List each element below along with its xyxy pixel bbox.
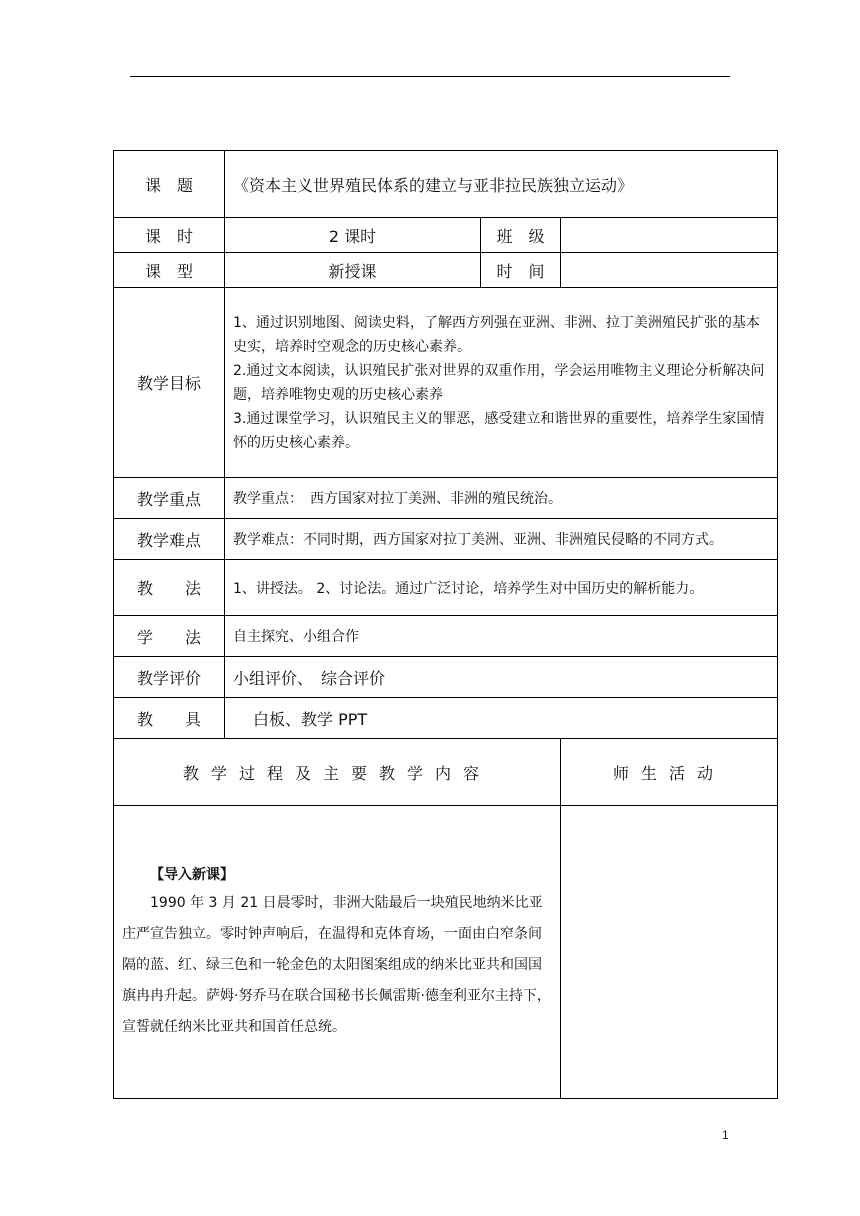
evaluation-value: 小组评价、 综合评价 xyxy=(225,657,778,698)
evaluation-label: 教学评价 xyxy=(114,657,225,698)
objective-item: 1、通过识别地图、阅读史料，了解西方列强在亚洲、非洲、拉丁美洲殖民扩张的基本史实，培养时空观念的历史核心素养。 xyxy=(233,314,760,355)
learning-method-row xyxy=(114,616,778,657)
time-label: 时 间 xyxy=(481,253,561,288)
page-number: 1 xyxy=(722,1128,729,1142)
hours-value: 2 课时 xyxy=(225,218,481,253)
objectives-content xyxy=(225,288,778,478)
teaching-method-label: 教 法 xyxy=(114,560,225,616)
process-content xyxy=(114,806,561,1099)
key-point-label: 教学重点 xyxy=(114,478,225,519)
key-point-row xyxy=(114,478,778,519)
process-header-row xyxy=(114,739,778,806)
process-body-row xyxy=(114,806,778,1099)
lesson-plan-table xyxy=(113,150,778,1099)
difficulty-row xyxy=(114,519,778,560)
hours-row xyxy=(114,218,778,253)
teaching-tools-label: 教 具 xyxy=(114,698,225,739)
class-label: 班 级 xyxy=(481,218,561,253)
header-rule xyxy=(130,76,730,77)
teaching-method-row xyxy=(114,560,778,616)
evaluation-row xyxy=(114,657,778,698)
activity-header: 师生活动 xyxy=(561,739,778,806)
objectives-row xyxy=(114,288,778,478)
difficulty-label: 教学难点 xyxy=(114,519,225,560)
teaching-method-value: 1、讲授法。 2、讨论法。通过广泛讨论，培养学生对中国历史的解析能力。 xyxy=(225,560,778,616)
objective-item: 3.通过课堂学习，认识殖民主义的罪恶，感受建立和谐世界的重要性，培养学生家国情怀的历史核心素养。 xyxy=(233,410,765,451)
type-row xyxy=(114,253,778,288)
objectives-label: 教学目标 xyxy=(114,288,225,478)
teaching-tools-value: 白板、教学 PPT xyxy=(225,698,778,739)
difficulty-value: 教学难点：不同时期，西方国家对拉丁美洲、亚洲、非洲殖民侵略的不同方式。 xyxy=(225,519,778,560)
learning-method-value: 自主探究、小组合作 xyxy=(225,616,778,657)
type-value: 新授课 xyxy=(225,253,481,288)
process-content-header: 教学过程及主要教学内容 xyxy=(114,739,561,806)
topic-row xyxy=(114,151,778,218)
time-value xyxy=(561,253,778,288)
activity-content xyxy=(561,806,778,1099)
class-value xyxy=(561,218,778,253)
type-label: 课 型 xyxy=(114,253,225,288)
objective-item: 2.通过文本阅读，认识殖民扩张对世界的双重作用，学会运用唯物主义理论分析解决问题，培养唯物史观的历史核心素养 xyxy=(233,362,765,403)
key-point-value: 教学重点： 西方国家对拉丁美洲、非洲的殖民统治。 xyxy=(225,478,778,519)
intro-paragraph: 1990 年 3 月 21 日晨零时，非洲大陆最后一块殖民地纳米比亚庄严宣告独立。零时钟声响后，在温得和克体育场，一面由白窄条间隔的蓝、红、绿三色和一轮金色的太阳图案组成的纳米比亚共和国国旗冉冉升起。萨姆·努乔马在联合国秘书长佩雷斯·德奎利亚尔主持下，宣誓就任纳米比亚共和国首任总统。 xyxy=(122,894,551,1035)
topic-label: 课 题 xyxy=(114,151,225,218)
learning-method-label: 学 法 xyxy=(114,616,225,657)
section-title: 【导入新课】 xyxy=(150,866,234,883)
hours-label: 课 时 xyxy=(114,218,225,253)
topic-value: 《资本主义世界殖民体系的建立与亚非拉民族独立运动》 xyxy=(225,151,778,218)
teaching-tools-row xyxy=(114,698,778,739)
